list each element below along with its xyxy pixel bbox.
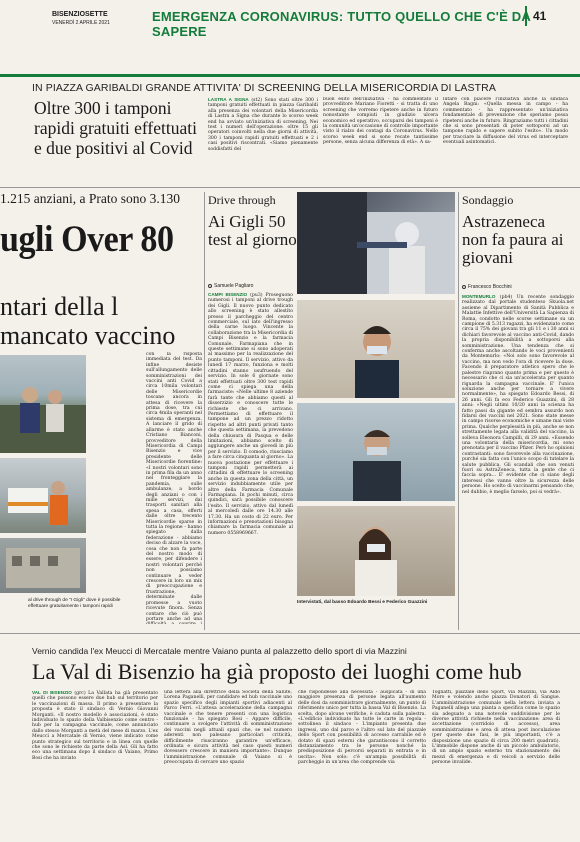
val-col1-text: (grc) La Vallata ha già presentato quelli che possono essere due hub sul territorio per le vaccinazioni di massa. Il primo a presentare la proposta è stato il sindaco di Vernio Giovanni Morganti. «Il nostro modello è associazioni, è stato individuato lo spazio della Valbisenzio come centro - hub per la campagna vaccinale, come annunciato dallo stesso Morganti a metà del mese di marzo. L'ex Meucci a Mercatale di Vernio, viene indicato come punto strategico sul territorio e in linea con quelle che sono le richieste da parte della Asl. Gli ha fatto eco una settimana dopo il sindaco di Vaiano, Primo Bosi che ha inviato xyxy=(32,691,158,761)
building-photo-icon xyxy=(0,538,86,593)
issue-date: VENERDÌ 2 APRILE 2021 xyxy=(52,20,110,26)
prato-headline: ugli Over 80 xyxy=(0,219,174,260)
val-column-2: una lettera alla direttrice della Società della Salute, Lorena Paganelli, per candidare ed hub vaccinale uno spazio specifico degli impianti sportivi adiacenti al Parco Ferri. «L'attesa accelerazione della campagna vaccinale e che tenere presenti con una logistica funzionale - ha spiegato Bosi - Appare difficile, continuare a svolgere l'attività di somministrazione dei vaccini negli attuali spazi che, se nel numero aderenti non palesano particolari criticità, difficilmente riusciranno garantire un'efficace, ordinata e sicura attività nel caso questi numeri dovessero crescere in maniera importante». Dunque l'amministrazione comunale di Vaiano si è preoccupata di cercare uno spazio xyxy=(164,690,292,766)
lastra-headline: Oltre 300 i tamponi rapidi gratuiti effettuati e due positivi al Covid xyxy=(34,98,197,158)
lastra-column-2: buon esito dell'iniziativa - ha commentato il provveditore Mariano Fioretti - si tratta di uno screening che vorremo ripetere anche in futuro nonostante compiuti in giudizio ulcera economico ed operativo, occuparsi dei tamponi è la comunità un'occasione di controllo importante visto il rialzo dei contagi da Coronavirus. Nello scorso week end si sono recate tantissime persone, senza alcuna differenza di età». A sa- xyxy=(323,97,438,146)
sondaggio-byline-name: Francesco Bocchini xyxy=(468,284,512,290)
prato-photo-bottom xyxy=(0,538,86,593)
val-strap: Vernio candida l'ex Meucci di Mercatale mentre Vaiano punta al palazzetto dello sport di via Mazzini xyxy=(32,646,407,656)
lastra-column-1 xyxy=(208,97,318,185)
ambulance-photo-icon xyxy=(0,458,86,533)
sondaggio-body xyxy=(462,294,574,626)
val-column-3: che rispondesse alla necessità - auspicata - di una maggiore presenza di persone legata all'aumento delle dosi da somministrare giornalmente, un punto di riferimento unico per tutta la bassa Val di Bisenzio. La scelta, dopo alcune verifiche, è caduta sulla palestra. «L'edificio individuato ha tutte le carte in regola - sottolinea il sindaco - L'impianto presenta due ingressi, uno dal parco e l'altro sul lato del piazzale dello Sport con possibilità di accesso carrabile ed è dotato di spazi esterni che garantiscono il corretto distanziamento tra le persone nonché la predisposizione di percorsi separati in entrata e in uscita». Non solo: c'è un'ampia possibilità di parcheggio in un'area che comprende via xyxy=(298,690,426,766)
car-window-photo-icon xyxy=(297,192,455,294)
sondaggio-kicker: Sondaggio xyxy=(462,193,514,207)
val-column-1 xyxy=(32,690,158,808)
masthead xyxy=(0,0,580,40)
val-dateline: VAL DI BISENZIO xyxy=(32,690,72,695)
portrait-photo-icon xyxy=(297,300,455,398)
gigli-col2-text: La nuova postazione per effettuare i tamponi rapidi permetterà ai cittadini di effettuare lo screening anche in questa zona della città, un servizio indubbiamente utile per altre della Farmacia Comunale Farmapiana. In pochi minuti, circa quindici, sarà possibile conoscere l'esito. Il servizio, attivo dal lunedì al mercoledì dalle ore 14.30 alle 17.30. Ha un costo di 22 euro. Per informazioni e prenotazioni bisogna chiamare la farmacia comunale al numero 0558969667. xyxy=(208,455,293,536)
gigli-col1-text: (pu3) Proseguono numerosi i tamponi al drive trough dei Gigli. Il nuovo punto dedicato allo screening è stato allestito presso il parcheggio del centro commerciale, sul lato dell'ingresso della carne luogo. Vincente la collaborazione tra la Misericordia di Campi Bisenzio e la farmacia Comunale. Farmapiana che in queste settimane si sono adoperati al massimo per la realizzazione del punto tamponi. Il servizio, attivo da lunedì 17 marzo, funziona e molti cittadini stanno usufruendo del servizio. In sole 6 giornate sono stati effettuati oltre 300 test rapidi come ci spiega una della farmaciste: «Nelle ultime 8 aziende farà tante che abbiamo questi al disserzizio e conoscere tutte le richieste che ci arrivano. Permettiamo di effettuare il tampone ad un prezzo ridotto rispetto ad altri punti privati tanto che questa settimana, la prevedono della chiusura di Pasqua e delle limitazioni, abbiamo scelto di aggiungere anche un giovedì in più per il servizio. Il comodo, riusciamo a fare circa cinquanta al giorno». xyxy=(208,293,293,461)
sondaggio-dateline: MONTEMURLO xyxy=(462,294,496,299)
sondaggio-headline: Astrazeneca non fa paura ai giovani xyxy=(462,212,564,267)
sondaggio-byline xyxy=(462,284,512,290)
prato-strap: 1.215 anziani, a Prato sono 3.130 xyxy=(0,191,180,206)
lastra-col1-text: (st2) Sono stati oltre 300 i tamponi gratuiti effettuati in piazza Garibaldi alla presenza dei volontari della Misericordia di Lastra a Signa che durante lo scorso week end ha avviato un'iniziativa di screening. Nei test i numeri dell'operazione: oltre 15 gli operatori coinvolti nella due giorni di attività, 300 i tamponi rapidi gratuiti effettuati e 2 i casi positivi riscontrati. «Siamo pienamente soddisfatti del xyxy=(208,98,318,152)
val-column-4: Togliatti, piazzale dello Sport, via Mazzini, via Aldo Moro e volendo anche piazza Donatori di Sangue. L'amministrazione comunale nella lettera inviata a Paganelli allega una pianta a specifica come lo spazio sia adeguato a una notevole suddivisione per le diverse attività richieste nella vaccinazione: area di accettazione (corridoio di accesso), area somministrazione e area di attesa post inoculazione (per queste due fasi, le più importanti, c'è a disposizione uno spazio di circa 200 metri quadrati). L'immobile dispone anche di un piccolo ambulatorio, di un ampio spazio esterno tra stazionamento dei mezzi di emergenza e di veicoli a servizio delle persone invalide. xyxy=(432,690,560,766)
gigli-caption: Intervistati, dal basso Edoardo Bessi e Federico Guazzini xyxy=(297,600,428,605)
eleonora-photo xyxy=(297,506,455,596)
prato-photo-mid xyxy=(0,458,86,533)
val-headline: La Val di Bisenzio ha già proposto dei luoghi come hub xyxy=(32,659,522,684)
lastra-dateline: LASTRA A SIGNA xyxy=(208,97,249,102)
green-rule xyxy=(0,74,580,77)
divider xyxy=(458,192,459,630)
lastra-kicker: IN PIAZZA GARIBALDI GRANDE ATTIVITA' DI SCREENING DELLA MISERICORDIA DI LASTRA xyxy=(32,82,496,94)
portrait-photo-icon xyxy=(297,506,455,596)
section-banner: EMERGENZA CORONAVIRUS: TUTTO QUELLO CHE C'È DA SAPERE xyxy=(152,9,531,39)
prato-subheadline: ntari della l mancato vaccino xyxy=(0,292,176,350)
sondaggio-text: (pb4) Un recente sondaggio realizzato dal portale studenteso Skuola.net assieme al Dipartimento di Sanità Pubblica e Malattie Infettive dell'Università La Sapienza di Roma, condotto nelle scorse settimane su un campione di 5.313 ragazzi, ha evidenziato come circa il 75% dei giovani tra gli 11 e i 30 anni si dichiari favorevole al vaccino anti-Covid, dando la propria disponibilità a sottoporsi alla somministrazione. Una tendenza che si conferma anche ascoltando le voci provenienti da Montemurlo: «Noi solo sono favorevole al vaccino, ma non vedo l'ora di ricevere la dose. Facendo il preparatore atletico spero che le palestre riaprano quanto prima e per questo è necessario che ci sia un'accelerata per quanto riguarda la campagna vaccinale. E' l'unica soluzione anche per tornare a vivere normalmente», ha spiegato Edoardo Bessi, di 26 anni. Gli fa eco Federico Guazzini, di 28 anni: «Negli ultimi 10/20 anni la scienza ha fatto passi da gigante ed sembra assurdo non fidarsi dei vaccini nel 2021. Sono state messe in campo risorse economiche e umane mai viste prima. Qualche perplessità in più, anche se non strettamente legata alla validità del vaccino, la solleva Eleonora Campilli, di 29 anni. «Essendo una volontaria della misericordia, mi sono prenotata per il vaccino Pfizer. Però ho opinioni contrastanti: sono favorevole alla vaccinazione, purché sia fatta con l'unico scopo di tutelare la salute pubblica. Gli scandali che son venuti fuori su AstraZeneca, tutta la gente che ci faccia sopra... E' evidente che ci siano degli interessi che vanno oltre la sicurezza delle persone. Ho scelto di vaccinarmi pensando che, nel dubbio, è meglio farselo, poi si vedrà». xyxy=(462,295,574,495)
author-icon xyxy=(462,285,466,289)
author-icon xyxy=(208,284,212,288)
prato-photo-top xyxy=(0,355,86,453)
people-photo-icon xyxy=(0,355,86,453)
divider xyxy=(0,633,580,634)
gigli-headline: Ai Gigli 50 test al giorno xyxy=(208,212,297,249)
edoardo-photo xyxy=(297,300,455,398)
gigli-byline xyxy=(208,283,253,289)
divider xyxy=(0,187,580,188)
page-number: 41 xyxy=(525,6,565,26)
gigli-kicker: Drive through xyxy=(208,193,276,207)
prato-caption: al drive through de "I Gigli" dove è possibile effettuare gratuitamente i tamponi rapidi xyxy=(28,598,121,609)
lastra-column-3: lutare con piacere l'iniziativa anche la sindaca Angela Bagni: «Quella messa in campo - ha commentato - ha rappresentato un'iniziativa fondamentale di prevenzione che speriamo possa ripetersi anche in futuro. Ringraziamo tutti i cittadini che si sono presentati di poter sottoporsi ad un tampone rapido e sapere subito l'esito». Un modo per tracciare la diffusione del virus ed interceptare eventuali asintomatici. xyxy=(443,97,568,146)
gigli-column-1 xyxy=(208,292,293,627)
gigli-dateline: CAMPI BISENZIO xyxy=(208,292,248,297)
drive-through-photo xyxy=(297,192,455,294)
section-name: BISENZIOSETTE xyxy=(52,11,108,18)
gigli-byline-name: Samuele Pagliaro xyxy=(214,283,254,289)
federico-photo xyxy=(297,403,455,501)
divider xyxy=(204,192,205,630)
prato-body: con la risposta immediata del test. Da infine desiste sull'allungamento delle somministrazioni dei vaccini anti Covid a circa 10mila volontari delle Misericordie toscane ancora in attesa di ricevere la prima dose, tra cui circa 4mila operanti nel sistema di emergenza. A lanciare il grido di allarme è stato anche Cristiano Bianconi, provveditore della Misericordia di Campi Bisenzio e vice presidente delle Misericordie fiorentine: «I nostri volontari sono in prima fila da un anno nel fronteggiare la pandemia, sulle ambulanze, a bordo degli anziani o con i mille servizi, dai trasporti sanitari alla spesa a casa, offerti dalle oltre trecento Misericordie sparse in tutta la regione - hanno spiegato dalla federazione - abbiamo deciso di alzare la voce, cosa che non fa parte del nostro modo di essere, per difendere i nostri volontari perché non possiamo continuare a veder crescere in loro un mix di preoccupazione e frustrazione, determinate dalle promesse a vuoto ricevute finora. Senza contare che ciò può portare anche ad una xyxy=(146,352,202,622)
portrait-photo-icon xyxy=(297,403,455,501)
